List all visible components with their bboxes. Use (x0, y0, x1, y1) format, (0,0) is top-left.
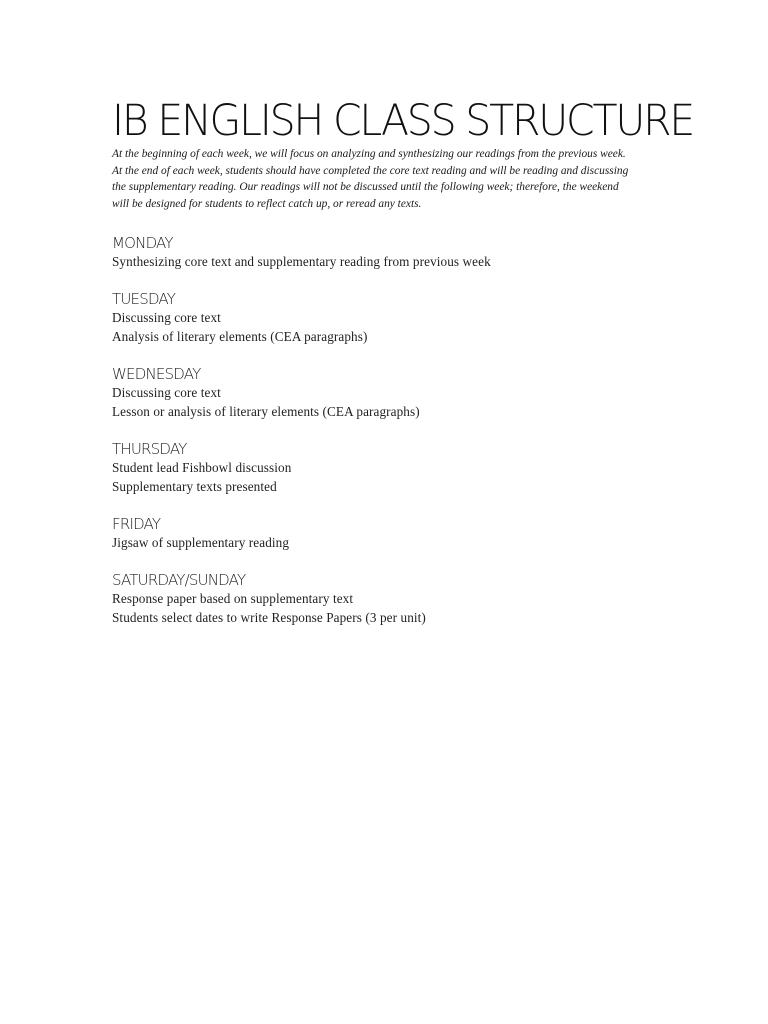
day-heading: THURSDAY (112, 440, 187, 459)
day-heading: FRIDAY (112, 515, 161, 534)
day-heading: MONDAY (112, 234, 173, 253)
day-activity: Student lead Fishbowl discussion (112, 460, 292, 476)
day-heading: SATURDAY/SUNDAY (112, 571, 246, 590)
day-section-thursday (112, 440, 632, 496)
day-activity: Students select dates to write Response Papers (3 per unit) (112, 610, 426, 626)
day-activity: Lesson or analysis of literary elements (CEA paragraphs) (112, 404, 420, 420)
day-section-weekend (112, 571, 632, 627)
day-activity: Supplementary texts presented (112, 479, 277, 495)
day-activity: Discussing core text (112, 310, 221, 326)
document-title: IB ENGLISH CLASS STRUCTURE (112, 94, 694, 146)
day-section-tuesday (112, 290, 632, 346)
day-activity: Jigsaw of supplementary reading (112, 535, 290, 551)
day-activity: Discussing core text (112, 385, 221, 401)
intro-paragraph: At the beginning of each week, we will focus on analyzing and synthesizing our readings from the previous week. At the end of each week, students should have completed the core text reading and will be reading and discussing the supplementary reading. Our readings will not be discussed until the following week; therefore, the weekend will be designed for students to reflect catch up, or reread any texts. (112, 148, 629, 210)
day-section-wednesday (112, 365, 632, 421)
day-heading: TUESDAY (112, 290, 176, 309)
day-activity: Response paper based on supplementary text (112, 591, 354, 607)
day-section-monday (112, 234, 632, 271)
day-heading: WEDNESDAY (112, 365, 201, 384)
day-activity: Synthesizing core text and supplementary reading from previous week (112, 254, 491, 270)
document-page (112, 94, 694, 627)
day-activity: Analysis of literary elements (CEA paragraphs) (112, 329, 368, 345)
day-section-friday (112, 515, 632, 552)
